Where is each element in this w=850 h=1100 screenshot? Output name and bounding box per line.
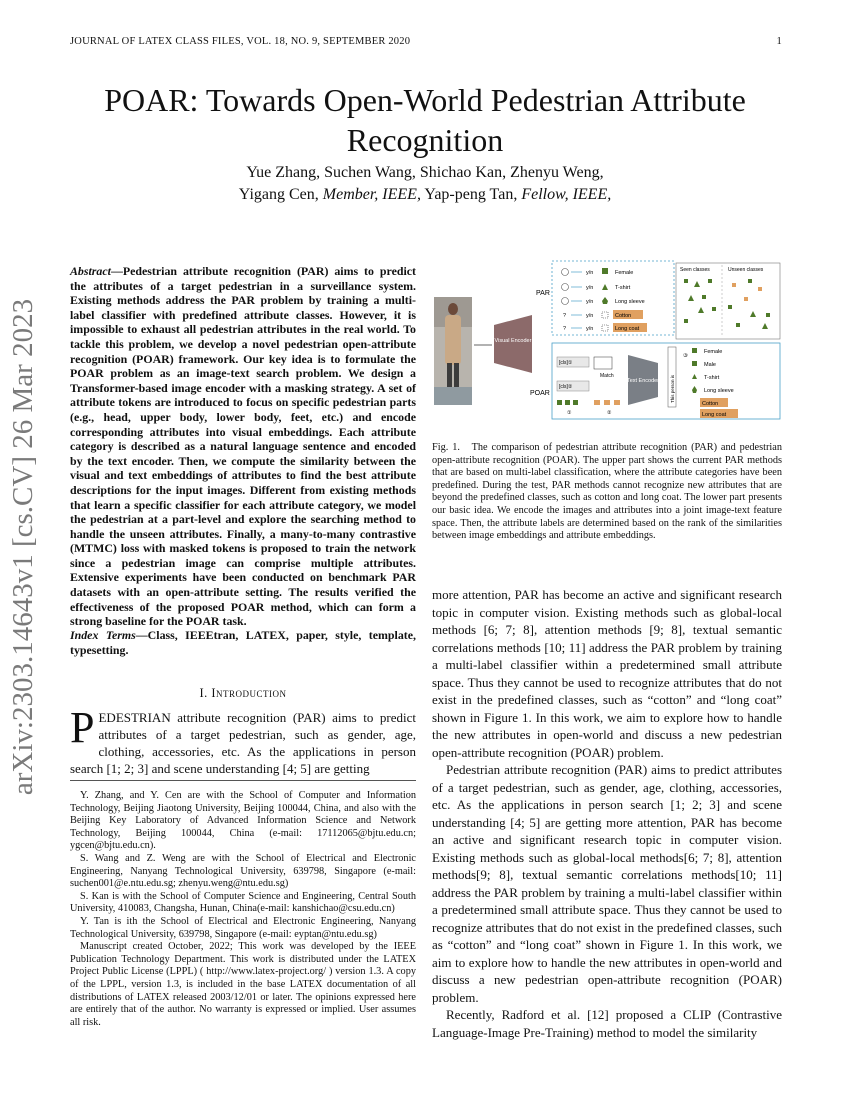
visual-encoder-label: Visual Encoder [494, 338, 532, 344]
side-text: This person is [670, 374, 675, 403]
svg-text:Long sleeve: Long sleeve [615, 299, 645, 305]
caption-text: The comparison of pedestrian attribute recognition (PAR) and pedestrian open-attribute recognition (POAR). The upper part shows the current PAR methods that are based on multi-label classification, where the attribute categories have been predefined. During the test, PAR methods cannot recognize new attributes that are beyond the predefined classes, such as cotton and long coat. The lower part presents our basic idea. We encode the images and attributes into a joint image-text feature space. Then, the attribute labels are determined based on the rank of the similarities between image embeddings and attribute embeddings. [432, 442, 782, 542]
intro-lead-word: EDESTRIAN [98, 710, 171, 725]
footnote-item: Y. Tan is ith the School of Electrical and Electronic Engineering, Nanyang Technological University, 639798, Singapore (e-mail: eyptan@ntu.edu.sg) [70, 915, 416, 940]
arxiv-stamp: arXiv:2303.14643v1 [cs.CV] 26 Mar 2023 [7, 298, 39, 796]
footnote-item: S. Wang and Z. Weng are with the School of Electrical and Electronic Engineering, Nanyang Technological University, 639798, Singapore (e-mail: suchen001@e.ntu.edu.sg; zhenyu.weng@ntu.edu.sg) [70, 852, 416, 890]
pedestrian-image [434, 297, 472, 405]
intro-paragraph [70, 703, 416, 777]
body-paragraph: Pedestrian attribute recognition (PAR) aims to predict attributes of a target pedestrian, such as gender, age, clothing, accessories, etc. As the applications in person search [1; 2; 3] and scene understanding [4; 5] are getting more attention, PAR has become an active and significant research topic in computer vision. Existing methods such as global-local methods[6; 7; 8], attention methods[9; 8], textual semantic correlations methods[10; 11] address the PAR problem by training a multi-label classifier within a predetermined small attribute space. Thus they cannot be used to recognize attributes that do not exist in the predefined classes, such as “cotton” and “long coat” shown in Figure 1. In this work, we aim to explore how to handle the new attributes in open-world and discuss a new pedestrian open-attribute recognition (POAR) problem. [432, 762, 782, 1005]
svg-text:?: ? [563, 326, 567, 332]
svg-text:Cotton: Cotton [615, 313, 632, 319]
author-cen: Yigang Cen, [238, 186, 323, 203]
par-label: PAR [536, 290, 550, 297]
paper-title: POAR: Towards Open-World Pedestrian Attribute Recognition [104, 82, 746, 158]
svg-text:Female: Female [704, 349, 723, 355]
svg-text:Female: Female [615, 270, 634, 276]
running-header [70, 36, 782, 47]
author-list [100, 162, 750, 206]
section-title: Introduction [211, 686, 287, 700]
index-terms-label: Index Terms [70, 628, 136, 642]
author-line-1: Yue Zhang, Suchen Wang, Shichao Kan, Zhenyu Weng, [246, 164, 604, 181]
svg-text:T-shirt: T-shirt [615, 285, 631, 291]
svg-text:Cotton: Cotton [702, 401, 719, 407]
svg-text:②: ② [607, 410, 612, 416]
body-paragraph: more attention, PAR has become an active and significant research topic in computer vision. Existing methods such as global-local methods [6; 7; 8], attention methods [9; 8], textual semantic correlations methods [10; 11] address the PAR problem by training a multi-label classifier within a predetermined small attribute space. Thus they cannot be used to recognize attributes that do not exist in the predefined classes, such as “cotton” and “long coat” shown in Figure 1. In this work, we aim to explore how to handle the new attributes in open-world and discuss a new pedestrian open-attribute recognition (POAR) problem. [432, 587, 782, 760]
seen-classes-label: Seen classes [680, 267, 710, 273]
page-number: 1 [776, 36, 782, 47]
footnote-item: S. Kan is with the School of Computer Science and Engineering, Central South University, 410083, Changsha, Hunan, China(e-mail: kanshichao@csu.edu.cn) [70, 890, 416, 915]
figure-1 [432, 257, 782, 435]
svg-text:③: ③ [683, 353, 688, 359]
abstract [70, 264, 416, 629]
class-scatter [684, 279, 770, 329]
intro-text: attribute recognition (PAR) aims to predict attributes of a target pedestrian, such as gender, age, clothing, accessories, etc. As the applications in person search [1; 2; 3] and scene understanding [4; 5] are getting [70, 710, 416, 776]
author-cen-title: Member, IEEE, [322, 186, 421, 203]
svg-text:Long coat: Long coat [702, 412, 727, 418]
svg-text:[cls]②: [cls]② [559, 384, 573, 390]
index-terms-text: —Class, IEEEtran, LATEX, paper, style, template, typesetting. [70, 628, 416, 657]
caption-label: Fig. 1. [432, 442, 460, 453]
footnote-item: Y. Zhang, and Y. Cen are with the School of Computer and Information Technology, Beijing Jiaotong University, Beijing 100044, China, and also with the Beijing Key Laboratory of Advanced Information Science and Network Technology, Beijing 100044, China (e-mail: 17112065@bjtu.edu.cn; ygcen@bjtu.edu.cn). [70, 790, 416, 852]
svg-text:[cls]①: [cls]① [559, 360, 573, 366]
par-rows [562, 268, 648, 332]
author-line-2 [100, 184, 750, 206]
poar-attributes [683, 348, 738, 418]
drop-cap: P [70, 703, 95, 752]
text-encoder-label: Text Encoder [626, 378, 660, 384]
journal-name: JOURNAL OF LATEX CLASS FILES, VOL. 18, NO. 9, SEPTEMBER 2020 [70, 36, 411, 47]
svg-text:y/n: y/n [586, 270, 594, 276]
section-heading [70, 686, 416, 701]
unseen-classes-label: Unseen classes [728, 267, 764, 273]
svg-text:y/n: y/n [586, 299, 594, 305]
body-paragraph: Recently, Radford et al. [12] proposed a CLIP (Contrastive Language-Image Pre-Training) method to model the similarity [432, 1007, 782, 1040]
poar-tokens [557, 357, 620, 416]
author-tan: Yap-peng Tan, [420, 186, 522, 203]
svg-text:Male: Male [704, 362, 716, 368]
section-number: I. [199, 686, 208, 700]
visual-encoder-block [494, 315, 532, 373]
footnotes [70, 790, 416, 1029]
svg-text:Match: Match [600, 373, 614, 379]
figure-caption [432, 442, 782, 543]
author-tan-title: Fellow, IEEE, [521, 186, 612, 203]
footnote-rule [70, 780, 416, 781]
svg-text:?: ? [563, 313, 567, 319]
poar-label: POAR [530, 390, 550, 397]
index-terms [70, 628, 416, 657]
abstract-label: Abstract [70, 264, 111, 278]
footnote-item: Manuscript created October, 2022; This work was developed by the IEEE Publication Technology Department. This work is distributed under the LATEX Project Public License (LPPL) ( http://www.latex-project.org/ ) version 1.3. A copy of the LPPL, version 1.3, is included in the base LATEX documentation of all distributions of LATEX released 2003/12/01 or later. The opinions expressed here are entirely that of the author. No warranty is expressed or implied. User assumes all risk. [70, 941, 416, 1028]
abstract-text: —Pedestrian attribute recognition (PAR) aims to predict the attributes of a target pedestrian in a surveillance system. Existing methods address the PAR problem by training a multi-label classifier with predefined attribute classes. However, it is impossible to exhaust all pedestrian attributes in the real world. To tackle this problem, we develop a novel pedestrian open-attribute recognition (POAR) framework. Our key idea is to formulate the POAR problem as an image-text search problem. We design a Transformer-based image encoder with a masking strategy. A set of attribute tokens are introduced to focus on specific pedestrian parts (e.g., head, upper body, lower body, feet, etc.) and encode corresponding attributes into visual embeddings. Each attribute category is described as a natural language sentence and encoded by the text encoder. Then, we compute the similarity between the visual and text embeddings of attributes to find the best attribute descriptions for the input images. Different from existing methods that learn a specific classifier for each attribute category, we model the pedestrian at a part-level and explore the searching method to handle the unseen attributes. Finally, a many-to-many contrastive (MTMC) loss with masked tokens is proposed to train the network since a pedestrian image can comprise multiple attributes. Extensive experiments have been conducted on benchmark PAR datasets with an open-attribute setting. The results verified the effectiveness of the proposed POAR method, which can form a strong baseline for the POAR task. [70, 264, 416, 629]
svg-text:Long sleeve: Long sleeve [704, 388, 734, 394]
right-column-text [432, 586, 782, 1041]
svg-text:T-shirt: T-shirt [704, 375, 720, 381]
svg-text:y/n: y/n [586, 285, 594, 291]
svg-text:Long coat: Long coat [615, 326, 640, 332]
svg-text:①: ① [567, 410, 572, 416]
svg-text:y/n: y/n [586, 326, 594, 332]
svg-text:y/n: y/n [586, 313, 594, 319]
